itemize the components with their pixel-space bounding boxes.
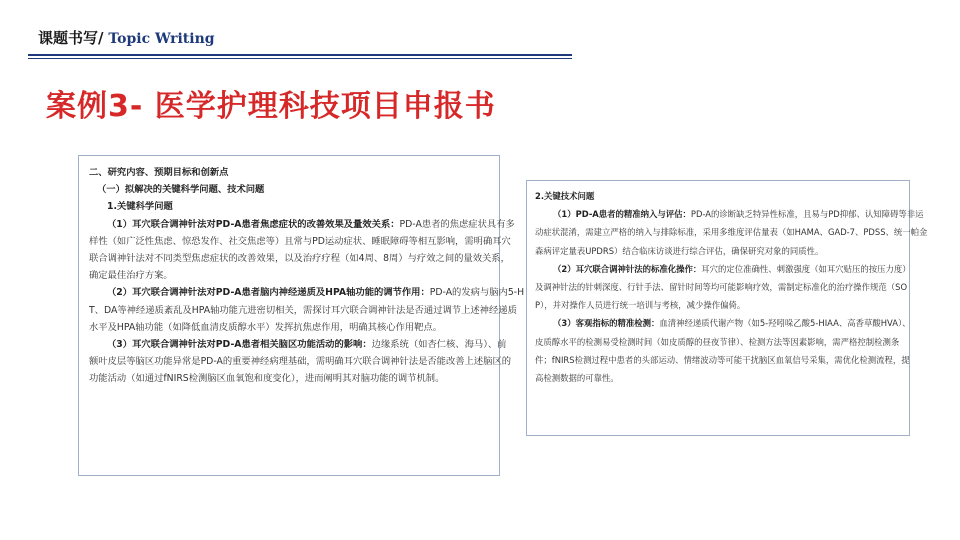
doc-subheading: 1.关键科学问题: [107, 201, 173, 213]
header-cn: 课题书写/: [38, 29, 104, 47]
document-excerpt-key-technical-issues: [526, 180, 928, 436]
doc-paragraph-line: 样性（如广泛性焦虑、惊恐发作、社交焦虑等）且常与PD运动症状、睡眠障碍等相互影响，需明确耳穴: [89, 235, 511, 247]
doc-paragraph-line: （3）耳穴联合调神针法对PD-A患者相关脑区功能活动的影响：边缘系统（如杏仁核、海马）、前: [107, 339, 507, 351]
doc-paragraph-line: （1）耳穴联合调神针法对PD-A患者焦虑症状的改善效果及量效关系：PD-A患者的焦虑症状具有多: [107, 218, 515, 230]
doc-paragraph-line: 及调神针法的针刺深度、行针手法、留针时间等均可能影响疗效，需制定标准化的治疗操作规范（SO: [535, 282, 908, 293]
doc-paragraph-line: 皮质醇水平的检测易受检测时间（如皮质醇的昼夜节律）、检测方法等因素影响，需严格控制检测条: [535, 336, 900, 347]
doc-paragraph-line: （2）耳穴联合调神针法的标准化操作：耳穴的定位准确性、刺激强度（如耳穴贴压的按压力度）: [553, 263, 911, 274]
doc-paragraph-line: 确定最佳治疗方案。: [89, 270, 173, 282]
doc-paragraph-line: 水平及HPA轴功能（如降低血清皮质醇水平）发挥抗焦虑作用，明确其核心作用靶点。: [89, 321, 443, 333]
doc-paragraph-line: （1）PD-A患者的精准纳入与评估：PD-A的诊断缺乏特异性标准，且易与PD抑郁、认知障碍等非运: [553, 209, 924, 220]
slide-title: 案例3- 医学护理科技项目申报书: [46, 89, 496, 124]
doc-paragraph-line: T、DA等神经递质紊乱及HPA轴功能亢进密切相关，需探讨耳穴联合调神针法是否通过调节上述神经递质: [89, 304, 517, 316]
section-header: [38, 27, 215, 48]
doc-paragraph-line: 联合调神针法对不同类型焦虑症状的改善效果，以及治疗疗程（如4周、8周）与疗效之间的量效关系，: [89, 253, 510, 265]
doc-paragraph-line: 高检测数据的可靠性。: [535, 373, 619, 384]
header-en: Topic Writing: [103, 31, 215, 47]
doc-paragraph-line: （2）耳穴联合调神针法对PD-A患者脑内神经递质及HPA轴功能的调节作用：PD-A的发病与脑内5-H: [107, 287, 525, 299]
doc-paragraph-line: 额叶皮层等脑区功能异常是PD-A的重要神经病理基础，需明确耳穴联合调神针法是否能改善上述脑区的: [89, 356, 512, 368]
doc-heading: 二、研究内容、预期目标和创新点: [89, 167, 229, 178]
doc-paragraph-line: 功能活动（如通过fNIRS检测脑区血氧饱和度变化），进而阐明其对脑功能的调节机制。: [89, 373, 445, 385]
doc-paragraph-line: 件；fNIRS检测过程中患者的头部运动、情绪波动等可能干扰脑区血氧信号采集，需优化检测流程，提: [535, 354, 910, 365]
doc-paragraph-line: 森病评定量表UPDRS）结合临床访谈进行综合评估，确保研究对象的同质性。: [535, 245, 824, 256]
header-rule-thin: [28, 58, 572, 59]
doc-paragraph-line: P），并对操作人员进行统一培训与考核，减少操作偏倚。: [535, 300, 746, 311]
doc-subheading: 2.关键技术问题: [535, 191, 595, 201]
doc-paragraph-line: （3）客观指标的精准检测：血清神经递质代谢产物（如5-羟吲哚乙酸5-HIAA、高香草酸HVA）、: [553, 318, 911, 329]
header-rule: [28, 54, 572, 56]
document-excerpt-research-content: [78, 155, 525, 476]
doc-subheading: （一）拟解决的关键科学问题、技术问题: [97, 184, 265, 196]
doc-paragraph-line: 动症状混淆，需建立严格的纳入与排除标准，采用多维度评估量表（如HAMA、GAD-7、PDSS、统一帕金: [535, 227, 928, 238]
